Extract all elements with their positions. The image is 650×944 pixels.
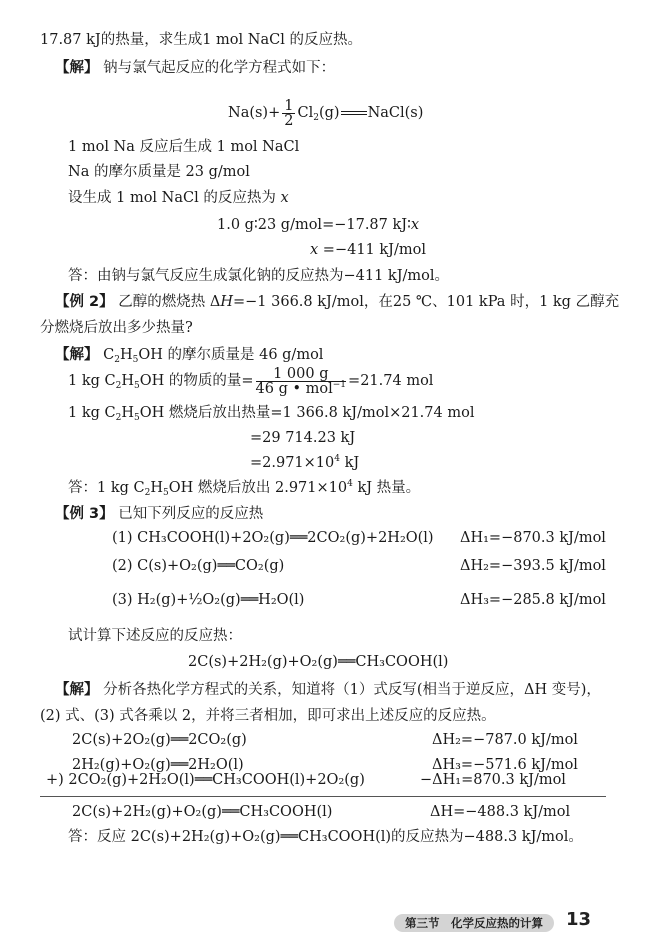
- sum-row-1-dh: ΔH₂=−787.0 kJ/mol: [432, 732, 578, 748]
- text-line: 1 mol Na 反应后生成 1 mol NaCl: [68, 139, 300, 155]
- answer2: 答：1 kg $C_2H_5OH$ 燃烧后放出 $2.971\times 10^4$ kJ 热量。: [68, 479, 421, 498]
- solution3-line2: (2) 式、(3) 式各乘以 2，并将三者相加，即可求出上述反应的反应热。: [40, 708, 496, 724]
- solution1-heading: [55, 58, 335, 78]
- sum-row-2-dh: ΔH₃=−571.6 kJ/mol: [432, 757, 578, 773]
- example-tag: 【例 3】: [55, 506, 114, 522]
- solution-tag: 【解】: [55, 60, 99, 76]
- solution-tag: 【解】: [55, 347, 99, 363]
- fraction: $\frac{1 000 g}{46 g • mol^{-1}}$: [255, 365, 347, 397]
- heat-calculation-step: =29 714.23 kJ: [250, 430, 356, 446]
- page-number: 13: [566, 909, 592, 930]
- heat-calculation-step: $=2.971\times 10^4$ kJ: [250, 454, 360, 471]
- amount-calculation: 1 kg $C_2H_5OH$ 的物质的量= $\frac{1 000 g}{46 g • mol^{-1}}$ =21.74 mol: [68, 365, 434, 397]
- question-prompt: 试计算下述反应的反应热：: [68, 628, 242, 644]
- target-reaction: 2C(s)+2H₂(g)+O₂(g)══CH₃COOH(l): [188, 654, 449, 670]
- equation-nacl: Na(s)+ $\frac{1}{2}$ $Cl_2(g)$ NaCl(s): [228, 97, 424, 129]
- example-tag: 【例 2】: [55, 294, 114, 310]
- sum-row-3: +) 2CO₂(g)+2H₂O(l)══CH₃COOH(l)+2O₂(g): [46, 772, 365, 788]
- solution-tag: 【解】: [55, 682, 99, 698]
- result-reaction-dh: ΔH=−488.3 kJ/mol: [430, 804, 571, 820]
- result-equation: x =−411 kJ/mol: [310, 242, 426, 258]
- example2-statement: 【例 2】 乙醇的燃烧热 ΔH=−1 366.8 kJ/mol，在25 ℃、101 kPa 时，1 kg 乙醇充: [55, 294, 620, 310]
- sum-row-2: 2H₂(g)+O₂(g)══2H₂O(l): [72, 757, 244, 773]
- given-reaction-2: (2) C(s)+O₂(g)══CO₂(g): [112, 558, 285, 574]
- given-reaction-2-dh: ΔH₂=−393.5 kJ/mol: [460, 558, 606, 574]
- solution2-heading: 【解】 $C_2H_5OH$ 的摩尔质量是 46 g/mol: [55, 347, 324, 365]
- given-reaction-3-dh: ΔH₃=−285.8 kJ/mol: [460, 592, 606, 608]
- proportion-equation: 1.0 g∶23 g/mol=−17.87 kJ∶x: [217, 217, 420, 233]
- heat-calculation: 1 kg $C_2H_5OH$ 燃烧后放出热量=1 366.8 kJ/mol×21.74 mol: [68, 405, 475, 423]
- eq-part: Na(s)+: [228, 105, 281, 121]
- given-reaction-3: (3) H₂(g)+½O₂(g)══H₂O(l): [112, 592, 305, 608]
- text-line: Na 的摩尔质量是 23 g/mol: [68, 164, 250, 180]
- example3-statement: 【例 3】 已知下列反应的反应热: [55, 506, 264, 522]
- text-line: 设生成 1 mol NaCl 的反应热为 x: [68, 190, 289, 206]
- given-reaction-1-dh: ΔH₁=−870.3 kJ/mol: [460, 530, 606, 546]
- given-reaction-1: (1) CH₃COOH(l)+2O₂(g)══2CO₂(g)+2H₂O(l): [112, 530, 434, 546]
- equals-sign: [341, 111, 367, 115]
- solution3-heading: 【解】 分析各热化学方程式的关系，知道将（1）式反写(相当于逆反应，ΔH 变号)，: [55, 682, 601, 698]
- example2-statement-line2: 分燃烧后放出多少热量?: [40, 320, 193, 336]
- answer1: 答：由钠与氯气反应生成氯化钠的反应热为−411 kJ/mol。: [68, 268, 450, 284]
- answer3: 答：反应 2C(s)+2H₂(g)+O₂(g)══CH₃COOH(l)的反应热为−488.3 kJ/mol。: [68, 829, 583, 845]
- fraction: $\frac{1}{2}$: [284, 97, 294, 129]
- section-footer-label: 第三节 化学反应热的计算: [394, 914, 554, 932]
- sum-row-3-dh: −ΔH₁=870.3 kJ/mol: [420, 772, 566, 788]
- sum-row-1: 2C(s)+2O₂(g)══2CO₂(g): [72, 732, 247, 748]
- sum-divider-line: [40, 796, 606, 797]
- result-reaction: 2C(s)+2H₂(g)+O₂(g)══CH₃COOH(l): [72, 804, 333, 820]
- solution1-intro: 钠与氯气起反应的化学方程式如下：: [103, 60, 336, 76]
- problem1-continuation: 17.87 kJ的热量，求生成1 mol NaCl 的反应热。: [40, 32, 362, 48]
